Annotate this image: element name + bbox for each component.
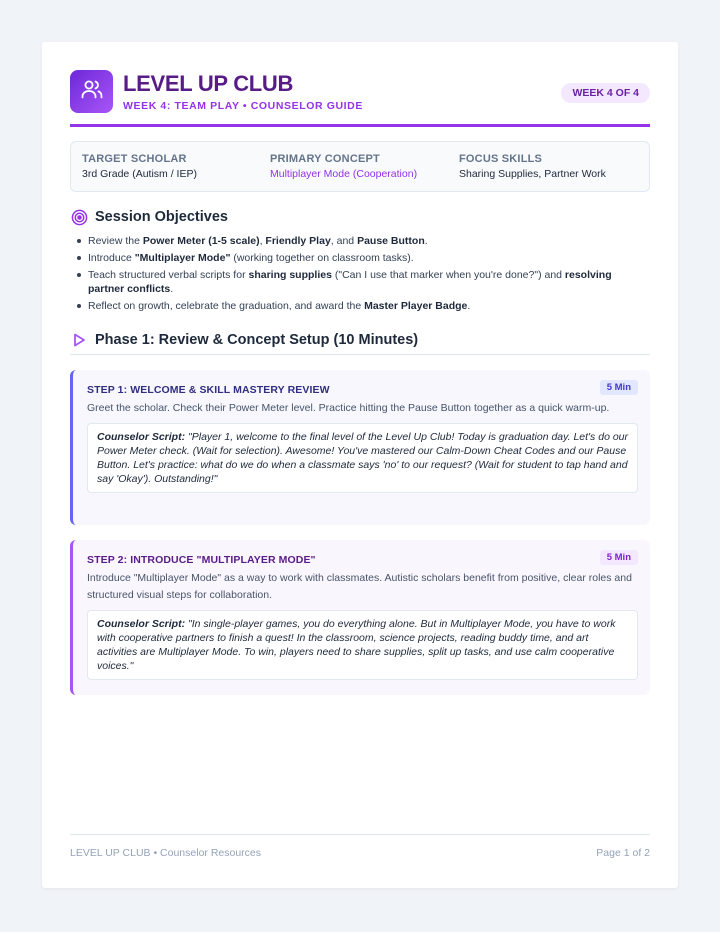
objective-item xyxy=(88,299,650,313)
target-label: TARGET SCHOLAR xyxy=(82,153,187,165)
page-number: Page 1 of 2 xyxy=(596,847,650,859)
objective-item xyxy=(88,251,650,265)
concept-label: PRIMARY CONCEPT xyxy=(270,153,380,165)
objective-text: Review the xyxy=(88,235,143,247)
counselor-script xyxy=(87,610,638,680)
phase1-heading xyxy=(70,331,650,349)
script-label: Counselor Script: xyxy=(97,618,186,630)
play-icon xyxy=(70,331,88,349)
phase-divider xyxy=(70,354,650,355)
guide-page xyxy=(42,42,678,888)
objective-text: . xyxy=(170,283,174,295)
page-subtitle: WEEK 4: TEAM PLAY • COUNSELOR GUIDE xyxy=(123,100,363,112)
objective-text: Teach structured verbal scripts for xyxy=(88,269,249,281)
duration-badge: 5 Min xyxy=(600,550,638,565)
objectives-list xyxy=(88,234,650,316)
logo xyxy=(70,70,113,113)
objective-text: , xyxy=(259,235,266,247)
objective-emphasis: Friendly Play xyxy=(265,235,331,247)
step-title: STEP 2: INTRODUCE "MULTIPLAYER MODE" xyxy=(87,554,316,566)
objective-text: ("Can I use that marker when you're done?") and xyxy=(331,269,565,281)
step-description: Greet the scholar. Check their Power Meter level. Practice hitting the Pause Button together as a quick warm-up. xyxy=(87,402,610,414)
script-text: "In single-player games, you do everything alone. But in Multiplayer Mode, you have to work with cooperative partners to finish a quest! In the classroom, science projects, reading buddy time, and art activities are Multiplayer Mode. To win, players need to share supplies, split up tasks, and use calm cooperative voices." xyxy=(97,618,616,672)
objectives-title: Session Objectives xyxy=(95,209,228,225)
objective-emphasis: sharing supplies xyxy=(248,269,332,281)
script-text: "Player 1, welcome to the final level of the Level Up Club! Today is graduation day. Let's do our Power Meter check. (Wait for selection). Awesome! You've mastered our Calm-Down Cheat Codes and our Pause Button. Let's practice: what do we do when a classmate says 'no' to our request? (Wait for student to tap hand and say 'Okay'). Outstanding!" xyxy=(97,431,628,485)
footer-divider xyxy=(70,834,650,835)
target-value: 3rd Grade (Autism / IEP) xyxy=(82,168,197,180)
concept-value: Multiplayer Mode (Cooperation) xyxy=(270,168,418,180)
objective-text: . xyxy=(467,300,471,312)
objective-item xyxy=(88,234,650,248)
header-divider xyxy=(70,124,650,127)
users-icon xyxy=(80,77,104,106)
objective-text: (working together on classroom tasks). xyxy=(230,252,414,264)
step-description: Introduce "Multiplayer Mode" as a way to work with classmates. Autistic scholars benefit from positive, clear roles and structured visual steps for collaboration. xyxy=(87,572,632,601)
step-card xyxy=(70,370,650,525)
objective-text: Introduce xyxy=(88,252,135,264)
primary-concept xyxy=(270,153,417,180)
objective-emphasis: Master Player Badge xyxy=(364,300,468,312)
info-box xyxy=(70,141,650,192)
objective-text: . xyxy=(424,235,428,247)
objective-text: , and xyxy=(330,235,358,247)
objective-emphasis: Power Meter (1-5 scale) xyxy=(142,235,260,247)
objectives-heading xyxy=(70,208,650,226)
skills-label: FOCUS SKILLS xyxy=(459,153,543,165)
counselor-script xyxy=(87,423,638,493)
week-badge: WEEK 4 OF 4 xyxy=(561,83,650,103)
objective-emphasis: Pause Button xyxy=(357,235,425,247)
page-title: LEVEL UP CLUB xyxy=(123,71,294,96)
target-scholar xyxy=(82,153,197,180)
header xyxy=(70,70,650,127)
focus-skills xyxy=(459,153,606,180)
objective-emphasis: resolving partner conflicts xyxy=(88,269,612,295)
phase1-title: Phase 1: Review & Concept Setup (10 Minutes) xyxy=(95,332,419,348)
skills-value: Sharing Supplies, Partner Work xyxy=(459,168,606,180)
footer-brand: LEVEL UP CLUB • Counselor Resources xyxy=(70,847,262,859)
objective-item xyxy=(88,268,650,296)
duration-badge: 5 Min xyxy=(600,380,638,395)
step-title: STEP 1: WELCOME & SKILL MASTERY REVIEW xyxy=(87,384,330,396)
objective-emphasis: "Multiplayer Mode" xyxy=(134,252,231,264)
objective-text: Reflect on growth, celebrate the graduation, and award the xyxy=(88,300,365,312)
script-label: Counselor Script: xyxy=(97,431,186,443)
step-card xyxy=(70,540,650,695)
target-icon xyxy=(70,208,88,226)
